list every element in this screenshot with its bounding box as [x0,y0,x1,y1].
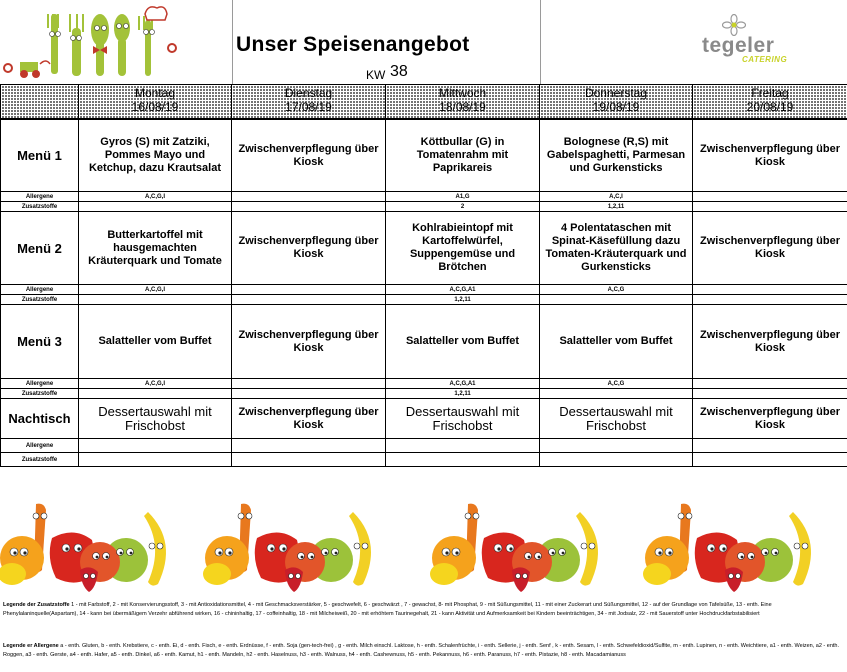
brand-logo [698,14,818,68]
allergen-cell: A,C,G [540,379,693,389]
allergen-cell: A,C,G,A1 [386,285,540,295]
day-header [232,85,386,119]
dish-cell: Zwischenverpflegung über Kiosk [232,305,386,379]
allergen-cell [693,285,847,295]
additive-cell [540,453,693,467]
menu-name: Menü 3 [1,305,79,379]
dish-cell: Salatteller vom Buffet [386,305,540,379]
zusatzstoffe-label: Zusatzstoffe [1,295,79,305]
day-header [540,85,693,119]
dish-cell: 4 Polentataschen mit Spinat-Käsefüllung dazu Tomaten-Kräuterquark und Gurkensticks [540,212,693,285]
legend-heading: Legende er Allergene [3,643,59,649]
allergene-label: Allergene [1,439,79,453]
dish-cell: Butterkartoffel mit hausgemachten Kräuterquark und Tomate [79,212,232,285]
additive-cell [693,389,847,399]
additive-cell: 1,2,11 [386,295,540,305]
allergene-label: Allergene [1,192,79,202]
dish-cell: Zwischenverpflegung über Kiosk [232,120,386,192]
allergen-cell [79,439,232,453]
dish-cell: Salatteller vom Buffet [79,305,232,379]
allergen-cell [386,439,540,453]
menu-table [0,84,847,467]
menu-name: Menü 1 [1,120,79,192]
allergene-row [1,285,847,295]
additive-cell [232,295,386,305]
additive-cell [386,453,540,467]
additive-cell [79,453,232,467]
legend-text: 1 - mit Farbstoff, 2 - mit Konservierungsstoff, 3 - mit Antioxidationsmittel, 4 - mit Geschmacksverstärker, 5 - geschwefelt, 6 - geschwärzt , 7 - gewachst, 8- mit Phosphat, 9 - mit Süßungsmittel, 11 - mit einer Zuckerart und Süßungsmittel, 12 - auf der Grundlage von Tafelsüße, 13 - enth. Eine Phenylalaninquelle(Aspartam), 14 - kann bei übermäßigem Verzehr abführend wirken, 16 - chininhaltig, 17 - coffeinhaltig, 18 - mit Milcheiweiß, 20 - mit erhöhtem Taurinegehalt, 21 - kann Aktivität und Aufmerksamkeit bei Kindern beeinträchtigen, 34 - mit Jodsalz, 22 - mit Sauerstoff unter Hochdruckfarbstabilisiert [3,602,772,617]
additive-cell [79,295,232,305]
page-title: Unser Speisenangebot [236,33,470,56]
cutlery-characters-logo [0,0,190,84]
zusatzstoffe-label: Zusatzstoffe [1,202,79,212]
additive-cell: 1,2,11 [540,202,693,212]
fruit-vegetable-illustration [0,494,847,594]
dish-cell: Dessertauswahl mit Frischobst [540,399,693,439]
day-name: Freitag [751,86,789,100]
additive-cell [693,202,847,212]
allergen-cell: A,C,G,I [79,285,232,295]
allergens-legend [3,642,843,659]
day-header [79,85,232,119]
additive-cell [232,453,386,467]
dish-cell: Zwischenverpflegung über Kiosk [232,399,386,439]
legend-text: a - enth. Gluten, b - enth. Krebstiere, c - enth. Ei, d - enth. Fisch, e - enth. Erdnüsse, f - enth. Soja (gen-tech-frei) , g - enth. Milch einschl. Laktose, h - enth. Schalenfrüchte, i - enth. Sellerie, j - enth. Senf , k - enth. Sesam, l - enth. Schwefeldioxid/Sulfite, m - enth. Lupinen, n - enth. Weichtiere, a1 - enth. Weizen, a2 - enth. Roggen, a3 - enth. Gerste, a4 - enth. Hafer, a5 - enth. Dinkel, a6 - enth. Kamut, h1 - enth. Mandeln, h2 - enth. Haselnuss, h3 - enth. Walnuss, h4 - enth. Cashewnuss, h5 - enth. Pekannuss, h6 - enth. Paranuss, h7 - enth. Pistazie, h8 - enth. Macadamianuss [3,643,840,658]
allergen-cell: A,C,G,I [79,192,232,202]
header-corner [1,85,79,119]
flower-icon [722,14,746,36]
header-divider [540,0,541,84]
dish-cell: Zwischenverpflegung über Kiosk [693,120,847,192]
allergen-cell [232,379,386,389]
additive-cell [232,389,386,399]
dish-cell: Salatteller vom Buffet [540,305,693,379]
additive-cell: 2 [386,202,540,212]
legend-heading: Legende der Zusatzstoffe [3,602,70,608]
day-date: 20/08/19 [746,100,794,114]
zusatzstoffe-label: Zusatzstoffe [1,453,79,467]
menu-row [1,212,847,285]
menu-row [1,120,847,192]
allergene-row [1,379,847,389]
additives-legend [3,601,843,618]
additive-cell [540,389,693,399]
zusatzstoffe-row [1,202,847,212]
menu-name: Menü 2 [1,212,79,285]
day-date: 19/08/19 [592,100,640,114]
allergen-cell: A,C,G,A1 [386,379,540,389]
additive-cell [79,202,232,212]
day-date: 18/08/19 [439,100,486,114]
allergene-row [1,192,847,202]
allergene-label: Allergene [1,285,79,295]
additive-cell [693,295,847,305]
brand-subtitle: CATERING [742,55,788,64]
table-header-row [1,85,847,119]
allergen-cell: A,C,I [540,192,693,202]
dish-cell: Kohlrabieintopf mit Kartoffelwürfel, Suppengemüse und Brötchen [386,212,540,285]
day-name: Montag [134,86,176,100]
dish-cell: Dessertauswahl mit Frischobst [79,399,232,439]
menu-row [1,399,847,439]
dish-cell: Zwischenverpflegung über Kiosk [693,212,847,285]
allergene-label: Allergene [1,379,79,389]
day-name: Donnerstag [584,86,648,100]
allergen-cell [232,285,386,295]
menu-row [1,305,847,379]
allergen-cell: A,C,G,I [79,379,232,389]
allergen-cell: A1,G [386,192,540,202]
allergen-cell [232,192,386,202]
additive-cell [232,202,386,212]
zusatzstoffe-row [1,453,847,467]
day-name: Dienstag [284,86,333,100]
additive-cell [79,389,232,399]
allergen-cell [232,439,386,453]
dish-cell: Zwischenverpflegung über Kiosk [693,399,847,439]
day-date: 16/08/19 [131,100,179,114]
dish-cell: Zwischenverpflegung über Kiosk [693,305,847,379]
additive-cell [693,453,847,467]
allergen-cell [540,439,693,453]
allergen-cell [693,439,847,453]
zusatzstoffe-row [1,389,847,399]
allergen-cell: A,C,G [540,285,693,295]
day-header [693,85,847,119]
zusatzstoffe-row [1,295,847,305]
week-label: KW [366,68,386,82]
additive-cell [540,295,693,305]
day-name: Mittwoch [438,86,487,100]
header-divider [232,0,233,84]
dish-cell: Köttbullar (G) in Tomatenrahm mit Paprikareis [386,120,540,192]
day-date: 17/08/19 [285,100,332,114]
allergene-row [1,439,847,453]
dish-cell: Bolognese (R,S) mit Gabelspaghetti, Parmesan und Gurkensticks [540,120,693,192]
allergen-cell [693,192,847,202]
day-header [386,85,540,119]
zusatzstoffe-label: Zusatzstoffe [1,389,79,399]
brand-name: tegeler [702,34,775,57]
dish-cell: Gyros (S) mit Zatziki, Pommes Mayo und Ketchup, dazu Krautsalat [79,120,232,192]
dish-cell: Zwischenverpflegung über Kiosk [232,212,386,285]
additive-cell: 1,2,11 [386,389,540,399]
week-number: 38 [390,63,408,80]
dish-cell: Dessertauswahl mit Frischobst [386,399,540,439]
allergen-cell [693,379,847,389]
menu-name: Nachtisch [1,399,79,439]
